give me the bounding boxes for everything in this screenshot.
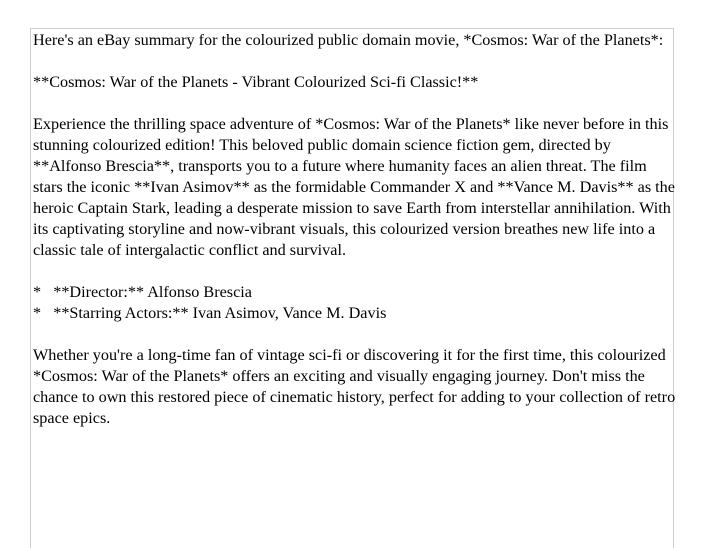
paragraph-gap bbox=[33, 324, 678, 345]
bullet-starring: * **Starring Actors:** Ivan Asimov, Vance M. Davis bbox=[33, 304, 387, 322]
paragraph-gap bbox=[33, 261, 678, 282]
closing-paragraph: Whether you're a long-time fan of vintage sci-fi or discovering it for the first time, this colourized *Cosmos: War of the Planets* offers an exciting and visually engaging journey. Don't miss the chance to own this restored piece of cinematic history, perfect for adding to your collection of retro space epics. bbox=[33, 346, 676, 427]
paragraph-gap bbox=[33, 93, 678, 114]
description-paragraph: Experience the thrilling space adventure of *Cosmos: War of the Planets* like never before in this stunning colourized edition! This beloved public domain science fiction gem, directed by **Alfonso Brescia**, transports you to a future where humanity faces an alien threat. The film stars the iconic **Ivan Asimov** as the formidable Commander X and **Vance M. Davis** as the heroic Captain Stark, leading a desperate mission to save Earth from interstellar annihilation. With its captivating storyline and now-vibrant visuals, this colourized version breathes new life into a classic tale of intergalactic conflict and survival. bbox=[33, 115, 675, 259]
headline-paragraph: **Cosmos: War of the Planets - Vibrant Colourized Sci-fi Classic!** bbox=[33, 73, 479, 91]
intro-paragraph: Here's an eBay summary for the colourized public domain movie, *Cosmos: War of the Planets*: bbox=[33, 31, 664, 49]
document-body bbox=[33, 30, 678, 429]
paragraph-gap bbox=[33, 51, 678, 72]
bullet-director: * **Director:** Alfonso Brescia bbox=[33, 283, 252, 301]
